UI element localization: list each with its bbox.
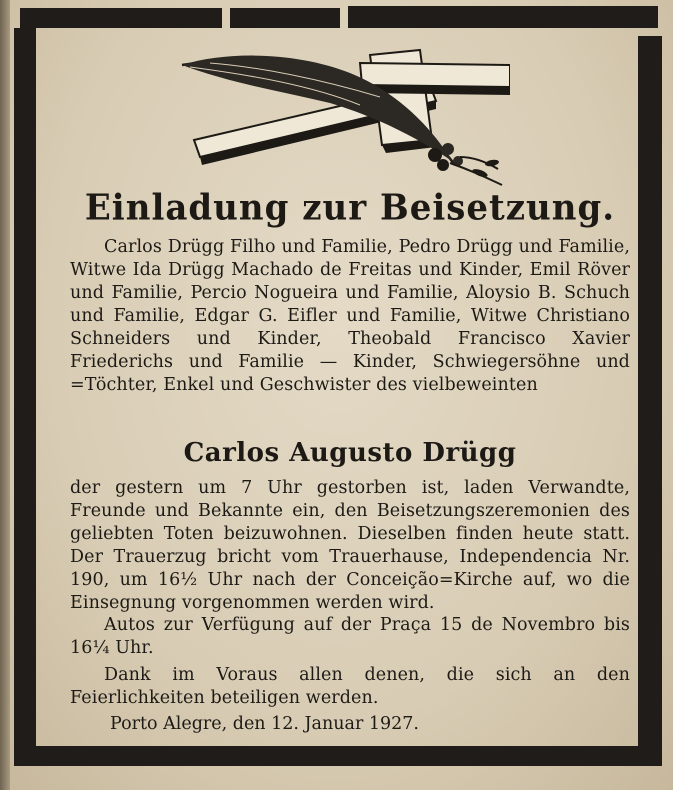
mourning-border-right xyxy=(638,36,662,756)
place-and-date: Porto Alegre, den 12. Januar 1927. xyxy=(110,714,419,734)
autos-paragraph xyxy=(70,614,630,660)
mourning-border-left xyxy=(14,28,36,748)
funeral-notice xyxy=(70,40,630,740)
notice-title: Einladung zur Beisetzung. xyxy=(84,187,616,229)
cross-and-quill-emblem xyxy=(180,45,510,195)
autos-text: Autos zur Verfügung auf der Praça 15 de Novembro bis 16¼ Uhr. xyxy=(70,615,630,658)
page-edge xyxy=(0,0,10,790)
mourning-border-bottom xyxy=(14,746,662,766)
mourning-border-top xyxy=(230,8,340,28)
thanks-text: Dank im Voraus allen denen, die sich an den Feierlichkeiten beteiligen werden. xyxy=(70,665,630,708)
invitation-paragraph: der gestern um 7 Uhr gestorben ist, laden Verwandte, Freunde und Bekannte ein, den Beisetzungszeremonien des geliebten Toten beizuwohnen. Dieselben finden heute statt. Der Trauerzug bricht vom Trauerhause, Independencia Nr. 190, um 16½ Uhr nach der Conceição=Kirche auf, wo die Einsegnung vorgenommen werden wird. xyxy=(70,478,630,613)
deceased-name: Carlos Augusto Drügg xyxy=(183,438,517,468)
thanks-paragraph xyxy=(70,664,630,710)
mourning-border-top xyxy=(348,6,658,28)
mourners-text: Carlos Drügg Filho und Familie, Pedro Drügg und Familie, Witwe Ida Drügg Machado de Freitas und Kinder, Emil Röver und Familie, Percio Nogueira und Familie, Aloysio B. Schuch und Familie, Edgar G. Eifler und Familie, Witwe Christiano Schneiders und Kinder, Theobald Francisco Xavier Friederichs und Familie — Kinder, Schwiegersöhne und =Töchter, Enkel und Geschwister des vielbeweinten xyxy=(70,237,630,395)
mourning-border-top xyxy=(20,8,222,28)
mourners-paragraph xyxy=(70,236,630,397)
